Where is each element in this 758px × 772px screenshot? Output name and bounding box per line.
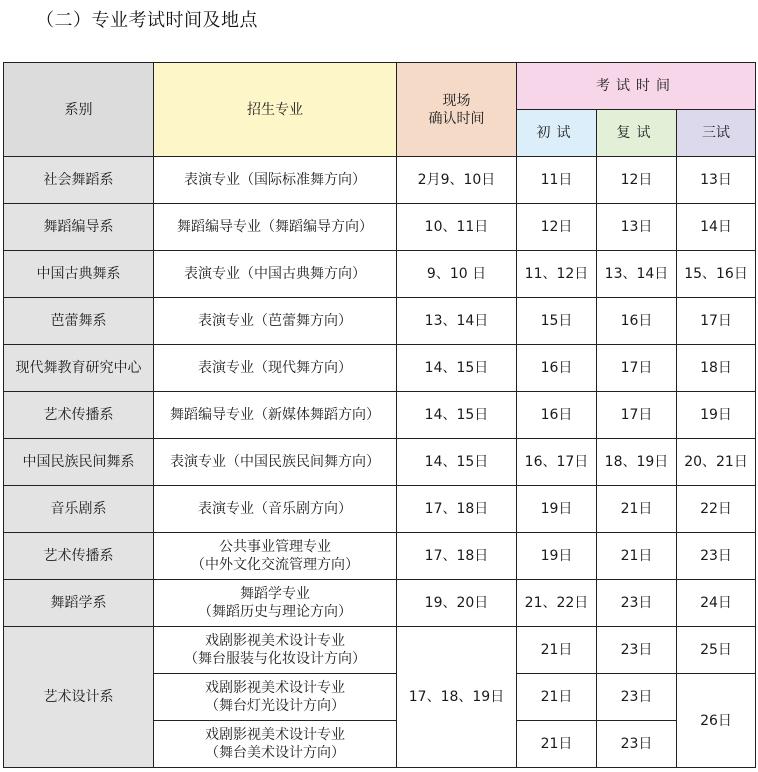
table-row [4,486,756,533]
header-dept: 系别 [4,63,154,157]
round3-cell: 26日 [677,674,756,768]
dept-cell: 社会舞蹈系 [4,157,154,204]
header-confirm-line1: 现场 [442,92,471,109]
header-round3: 三试 [677,110,756,157]
major-cell: 表演专业（国际标准舞方向） [154,157,397,204]
table-row [4,627,756,674]
round2-cell: 13、14日 [597,251,677,298]
dept-cell: 中国古典舞系 [4,251,154,298]
round2-cell: 13日 [597,204,677,251]
confirm-cell: 13、14日 [397,298,517,345]
round1-cell: 19日 [517,486,597,533]
round2-cell: 23日 [597,580,677,627]
major-direction: （舞台服装与化妆设计方向） [184,651,366,667]
major-cell [154,533,397,580]
round3-cell: 14日 [677,204,756,251]
header-major: 招生专业 [154,63,397,157]
dept-cell: 艺术设计系 [4,627,154,768]
dept-cell: 音乐剧系 [4,486,154,533]
confirm-cell: 17、18日 [397,486,517,533]
round3-cell: 22日 [677,486,756,533]
round3-cell: 13日 [677,157,756,204]
round2-cell: 17日 [597,345,677,392]
major-direction: （舞台美术设计方向） [205,745,345,761]
round3-cell: 20、21日 [677,439,756,486]
major-cell [154,580,397,627]
round3-cell: 25日 [677,627,756,674]
round2-cell: 21日 [597,533,677,580]
major-line: 戏剧影视美术设计专业 [205,680,345,696]
table-row [4,345,756,392]
major-cell [154,627,397,674]
round3-cell: 15、16日 [677,251,756,298]
confirm-cell: 10、11日 [397,204,517,251]
major-cell [154,674,397,721]
table-row [4,251,756,298]
table-row [4,533,756,580]
major-cell: 表演专业（中国古典舞方向） [154,251,397,298]
major-direction: （舞蹈历史与理论方向） [198,604,352,620]
dept-cell: 艺术传播系 [4,392,154,439]
confirm-cell: 17、18日 [397,533,517,580]
round2-cell: 17日 [597,392,677,439]
round2-cell: 18、19日 [597,439,677,486]
round1-cell: 11、12日 [517,251,597,298]
major-cell: 表演专业（中国民族民间舞方向） [154,439,397,486]
round2-cell: 23日 [597,721,677,768]
table-row [4,157,756,204]
major-cell: 表演专业（现代舞方向） [154,345,397,392]
round1-cell: 11日 [517,157,597,204]
table-row [4,298,756,345]
table-row [4,204,756,251]
major-line: 舞蹈学专业 [240,586,310,602]
dept-cell: 中国民族民间舞系 [4,439,154,486]
confirm-cell: 14、15日 [397,439,517,486]
confirm-cell: 19、20日 [397,580,517,627]
section-title: （二）专业考试时间及地点 [36,10,258,31]
confirm-cell: 9、10 日 [397,251,517,298]
round1-cell: 21、22日 [517,580,597,627]
confirm-cell: 14、15日 [397,392,517,439]
confirm-cell: 2月9、10日 [397,157,517,204]
major-direction: （舞台灯光设计方向） [205,698,345,714]
round1-cell: 15日 [517,298,597,345]
header-exam-time: 考试时间 [517,63,756,110]
round1-cell: 16、17日 [517,439,597,486]
round1-cell: 21日 [517,674,597,721]
round3-cell: 18日 [677,345,756,392]
dept-cell: 艺术传播系 [4,533,154,580]
major-line: 公共事业管理专业 [219,539,331,555]
dept-cell: 舞蹈编导系 [4,204,154,251]
major-direction: （中外文化交流管理方向） [191,557,359,573]
round3-cell: 24日 [677,580,756,627]
round2-cell: 23日 [597,627,677,674]
major-cell [154,721,397,768]
major-cell: 舞蹈编导专业（新媒体舞蹈方向） [154,392,397,439]
confirm-cell: 14、15日 [397,345,517,392]
table-row [4,580,756,627]
round2-cell: 12日 [597,157,677,204]
round3-cell: 23日 [677,533,756,580]
round3-cell: 17日 [677,298,756,345]
header-round1: 初试 [517,110,597,157]
round2-cell: 23日 [597,674,677,721]
exam-schedule-table [3,62,756,768]
round1-cell: 16日 [517,345,597,392]
header-confirm-time [397,63,517,157]
round1-cell: 19日 [517,533,597,580]
confirm-cell: 17、18、19日 [397,627,517,768]
round2-cell: 16日 [597,298,677,345]
header-confirm-line2: 确认时间 [428,110,485,127]
round1-cell: 21日 [517,627,597,674]
table-row [4,439,756,486]
major-line: 戏剧影视美术设计专业 [205,633,345,649]
major-cell: 表演专业（音乐剧方向） [154,486,397,533]
round2-cell: 21日 [597,486,677,533]
table-row [4,392,756,439]
dept-cell: 芭蕾舞系 [4,298,154,345]
round1-cell: 21日 [517,721,597,768]
round1-cell: 12日 [517,204,597,251]
major-line: 戏剧影视美术设计专业 [205,727,345,743]
round1-cell: 16日 [517,392,597,439]
header-round2: 复试 [597,110,677,157]
major-cell: 舞蹈编导专业（舞蹈编导方向） [154,204,397,251]
round3-cell: 19日 [677,392,756,439]
major-cell: 表演专业（芭蕾舞方向） [154,298,397,345]
dept-cell: 舞蹈学系 [4,580,154,627]
dept-cell: 现代舞教育研究中心 [4,345,154,392]
